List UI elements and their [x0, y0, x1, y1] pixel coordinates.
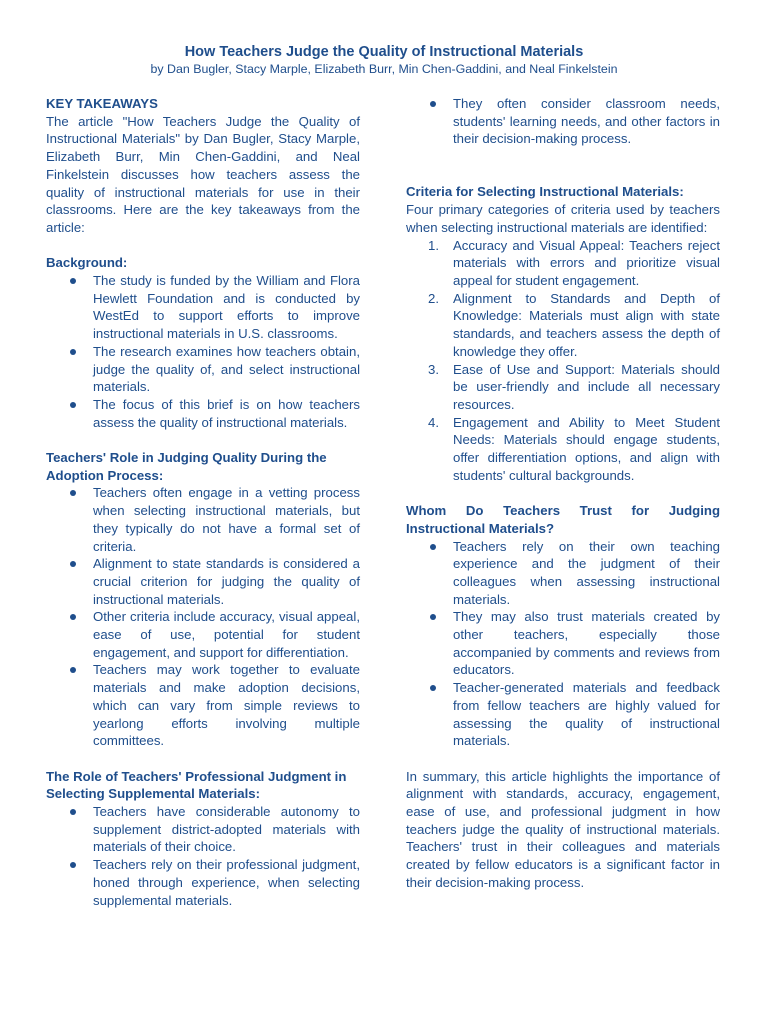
list-item-text: Accuracy and Visual Appeal: Teachers reject materials with errors and prioritize visual appeal for student engagement. — [453, 237, 720, 288]
bullet-icon — [70, 809, 76, 815]
list-item-text: Teachers have considerable autonomy to supplement district-adopted materials with materials of their choice. — [93, 804, 360, 855]
list-number: 2. — [428, 290, 439, 306]
document-title: How Teachers Judge the Quality of Instructional Materials — [184, 44, 584, 60]
list-item — [406, 290, 720, 361]
background-heading: Background: — [46, 255, 128, 271]
bullet-icon — [430, 544, 436, 550]
judgment-heading: The Role of Teachers' Professional Judgment in Selecting Supplemental Materials: — [46, 768, 347, 802]
list-item — [46, 396, 360, 431]
list-item-text: Teachers often engage in a vetting process when selecting instructional materials, but they typically do not have a formal set of criteria. — [93, 485, 360, 554]
spacer — [406, 166, 720, 184]
list-item-text: Teachers may work together to evaluate materials and make adoption decisions, which can vary from simple reviews to yearlong efforts involving multiple committees. — [93, 662, 360, 749]
list-number: 4. — [428, 414, 439, 430]
list-item — [46, 803, 360, 856]
bullet-icon — [430, 614, 436, 620]
bullet-icon — [430, 101, 436, 107]
list-number: 1. — [428, 237, 439, 253]
spacer — [406, 750, 720, 768]
left-column — [46, 95, 360, 909]
list-item-text: The research examines how teachers obtain, judge the quality of, and select instructional materials. — [93, 343, 360, 395]
key-takeaways-heading: KEY TAKEAWAYS — [46, 96, 158, 111]
trust-heading: Whom Do Teachers Trust for Judging Instructional Materials? — [406, 503, 720, 536]
list-item-text: Ease of Use and Support: Materials should be user-friendly and include all necessary resources. — [453, 361, 720, 412]
bullet-icon — [70, 667, 76, 673]
spacer — [46, 431, 360, 449]
list-item — [406, 95, 720, 148]
bullet-icon — [70, 561, 76, 567]
spacer — [46, 237, 360, 255]
list-item-text: They may also trust materials created by other teachers, especially those accompanied by comments and reviews from educators. — [453, 609, 720, 678]
list-item — [46, 343, 360, 396]
list-item-text: Alignment to Standards and Depth of Knowledge: Materials must align with state standards, and teachers assess the depth of knowledge they offer. — [453, 290, 720, 359]
list-item — [406, 679, 720, 750]
list-item-text: Teachers rely on their professional judgment, honed through experience, when selecting supplemental materials. — [93, 857, 360, 908]
role-list — [46, 484, 360, 750]
list-item — [46, 856, 360, 909]
list-item-text: The study is funded by the William and Flora Hewlett Foundation and is conducted by WestEd to support efforts to improve instructional materials in U.S. classrooms. — [93, 273, 360, 342]
bullet-icon — [70, 490, 76, 496]
continued-list — [406, 95, 720, 148]
list-item — [406, 414, 720, 485]
criteria-intro: Four primary categories of criteria used by teachers when selecting instructional materials are identified: — [406, 202, 720, 235]
list-item — [406, 608, 720, 679]
list-item-text: Other criteria include accuracy, visual appeal, ease of use, potential for student engagement, and support for differentiation. — [93, 609, 360, 660]
list-item-text: The focus of this brief is on how teachers assess the quality of instructional materials. — [93, 396, 360, 430]
list-item-text: Teachers rely on their own teaching experience and the judgment of their colleagues when assessing instructional materials. — [453, 538, 720, 607]
list-item-text: Teacher-generated materials and feedback from fellow teachers are highly valued for assessing the quality of instructional materials. — [453, 680, 720, 749]
bullet-icon — [70, 349, 76, 355]
list-item — [46, 661, 360, 750]
list-item-text: They often consider classroom needs, students' learning needs, and other factors in their decision-making process. — [453, 96, 720, 147]
intro-paragraph: The article "How Teachers Judge the Quality of Instructional Materials" by Dan Bugler, Stacy Marple, Elizabeth Burr, Min Chen-Gaddini, and Neal Finkelstein discusses how teachers assess the quality of instructional materials for use in their classrooms. Here are the key takeaways from the article: — [46, 113, 360, 235]
list-item — [46, 272, 360, 343]
judgment-list — [46, 803, 360, 909]
criteria-list — [406, 237, 720, 485]
role-heading: Teachers' Role in Judging Quality During the Adoption Process: — [46, 450, 327, 483]
list-item — [46, 484, 360, 555]
list-item — [406, 361, 720, 414]
list-item-text: Engagement and Ability to Meet Student Needs: Materials should engage students, offer differentiation options, and align with students' cultural backgrounds. — [453, 414, 720, 483]
criteria-heading: Criteria for Selecting Instructional Materials: — [406, 184, 684, 200]
right-column — [406, 95, 720, 892]
bullet-icon — [430, 685, 436, 691]
background-list — [46, 272, 360, 431]
document-header — [0, 43, 768, 78]
list-number: 3. — [428, 361, 439, 377]
bullet-icon — [70, 402, 76, 408]
bullet-icon — [70, 278, 76, 284]
author-byline: by Dan Bugler, Stacy Marple, Elizabeth Burr, Min Chen-Gaddini, and Neal Finkelstein — [150, 62, 618, 76]
bullet-icon — [70, 862, 76, 868]
spacer — [406, 484, 720, 502]
trust-list — [406, 538, 720, 750]
list-item — [46, 608, 360, 661]
list-item — [406, 538, 720, 609]
spacer — [46, 750, 360, 768]
list-item — [46, 555, 360, 608]
bullet-icon — [70, 614, 76, 620]
summary-paragraph: In summary, this article highlights the importance of alignment with standards, accuracy, engagement, ease of use, and professional judgment in how teachers judge the quality of instructional materials. Teachers' trust in their colleagues and materials created by fellow educators is a significant factor in their decision-making process. — [406, 768, 720, 890]
list-item-text: Alignment to state standards is considered a crucial criterion for judging the quality of instructional materials. — [93, 556, 360, 607]
spacer — [406, 148, 720, 166]
list-item — [406, 237, 720, 290]
